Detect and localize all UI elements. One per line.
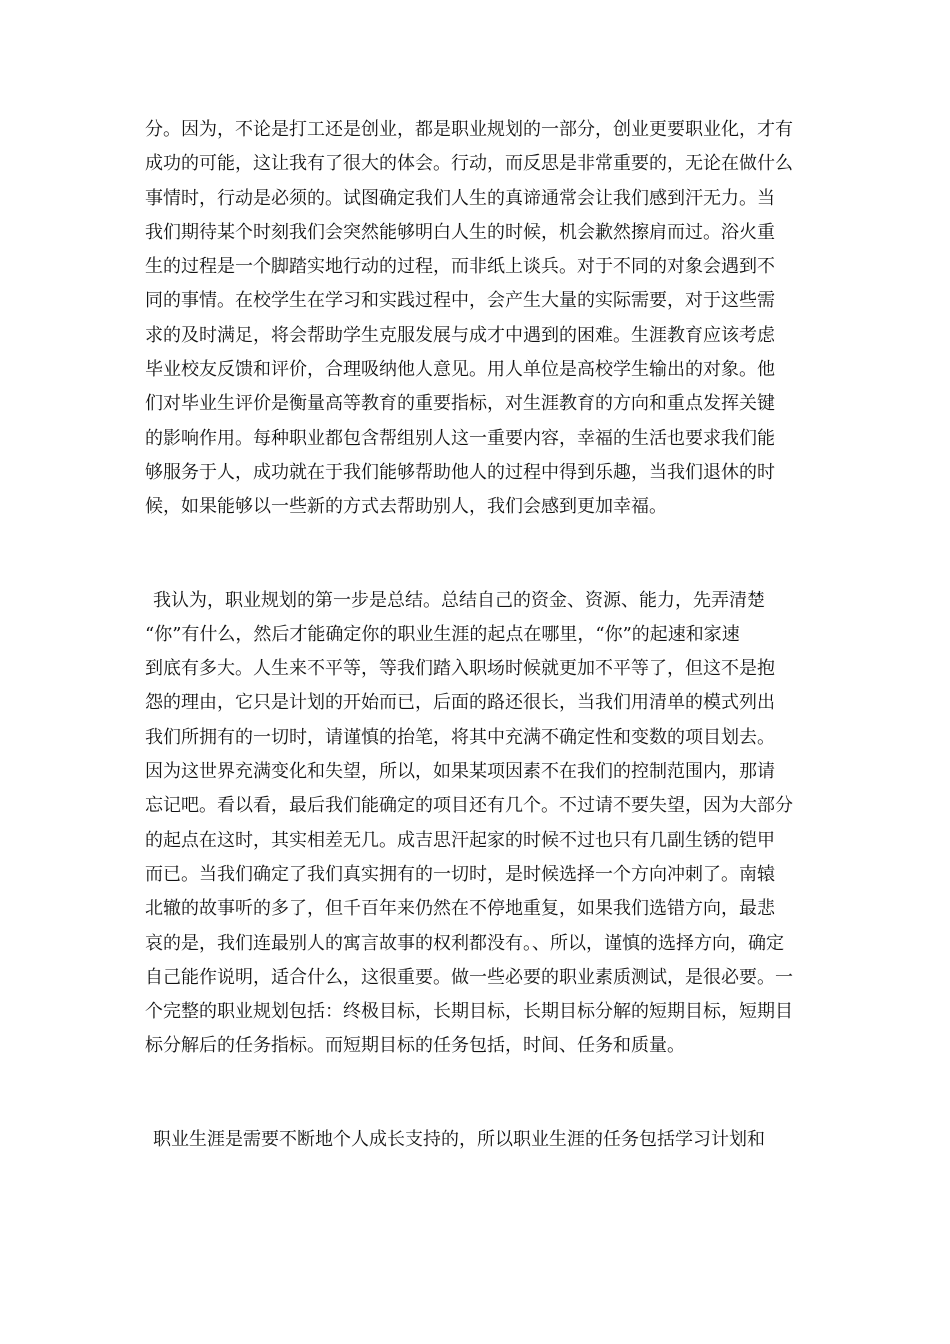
text-line: 标分解后的任务指标。而短期目标的任务包括，时间、任务和质量。 xyxy=(145,1035,685,1057)
text-line: 分。因为，不论是打工还是创业，都是职业规划的一部分，创业更要职业化，才有 xyxy=(145,119,793,140)
paragraph-spacer xyxy=(145,525,815,584)
paragraph-3 xyxy=(145,1123,815,1157)
text-line: 的起点在这时，其实相差无几。成吉思汗起家的时候不过也只有几副生锈的铠甲 xyxy=(145,829,775,851)
text-line: 哀的是，我们连最别人的寓言故事的权利都没有。、所以，谨慎的选择方向，确定 xyxy=(145,932,784,954)
text-line: 因为这世界充满变化和失望，所以，如果某项因素不在我们的控制范围内，那请 xyxy=(145,761,775,783)
text-line: 自己能作说明，适合什么，这很重要。做一些必要的职业素质测试，是很必要。一 xyxy=(145,966,793,988)
text-line: 忘记吧。看以看，最后我们能确定的项目还有几个。不过请不要失望，因为大部分 xyxy=(145,795,793,817)
document-body xyxy=(145,113,815,1157)
text-line: 候，如果能够以一些新的方式去帮助别人，我们会感到更加幸福。 xyxy=(145,496,667,518)
text-line: 毕业校友反馈和评价，合理吸纳他人意见。用人单位是高校学生输出的对象。他 xyxy=(145,359,775,381)
text-line: 北辙的故事听的多了，但千百年来仍然在不停地重复，如果我们选错方向，最悲 xyxy=(145,898,775,920)
text-line: “你”有什么，然后才能确定你的职业生涯的起点在哪里，“你”的起速和家速 xyxy=(145,623,740,645)
paragraph-spacer xyxy=(145,1064,815,1123)
text-line: 到底有多大。人生来不平等，等我们踏入职场时候就更加不平等了，但这不是抱 xyxy=(145,658,775,680)
text-line: 而已。当我们确定了我们真实拥有的一切时，是时候选择一个方向冲刺了。南辕 xyxy=(145,863,775,885)
text-line: 们对毕业生评价是衡量高等教育的重要指标，对生涯教育的方向和重点发挥关键 xyxy=(145,393,775,415)
text-line: 求的及时满足，将会帮助学生克服发展与成才中遇到的困难。生涯教育应该考虑 xyxy=(145,324,775,346)
text-line: 我认为，职业规划的第一步是总结。总结自己的资金、资源、能力，先弄清楚 xyxy=(153,589,765,611)
text-line: 够服务于人，成功就在于我们能够帮助他人的过程中得到乐趣，当我们退休的时 xyxy=(145,461,775,483)
text-line: 职业生涯是需要不断地个人成长支持的，所以职业生涯的任务包括学习计划和 xyxy=(153,1128,765,1150)
text-line: 个完整的职业规划包括：终极目标，长期目标，长期目标分解的短期目标，短期目 xyxy=(145,1001,793,1023)
text-line: 事情时，行动是必须的。试图确定我们人生的真谛通常会让我们感到汗无力。当 xyxy=(145,187,775,209)
text-line: 我们所拥有的一切时，请谨慎的抬笔，将其中充满不确定性和变数的项目划去。 xyxy=(145,726,775,748)
text-line: 同的事情。在校学生在学习和实践过程中，会产生大量的实际需要，对于这些需 xyxy=(145,290,775,312)
paragraph-2 xyxy=(145,584,815,1064)
paragraph-1 xyxy=(145,113,815,525)
text-line: 的影响作用。每种职业都包含帮组别人这一重要内容，幸福的生活也要求我们能 xyxy=(145,427,775,449)
text-line: 生的过程是一个脚踏实地行动的过程，而非纸上谈兵。对于不同的对象会遇到不 xyxy=(145,256,775,278)
text-line: 怨的理由，它只是计划的开始而已，后面的路还很长，当我们用清单的模式列出 xyxy=(145,692,775,714)
text-line: 成功的可能，这让我有了很大的体会。行动，而反思是非常重要的，无论在做什么 xyxy=(145,153,793,175)
text-line: 我们期待某个时刻我们会突然能够明白人生的时候，机会歉然擦肩而过。浴火重 xyxy=(145,221,775,243)
